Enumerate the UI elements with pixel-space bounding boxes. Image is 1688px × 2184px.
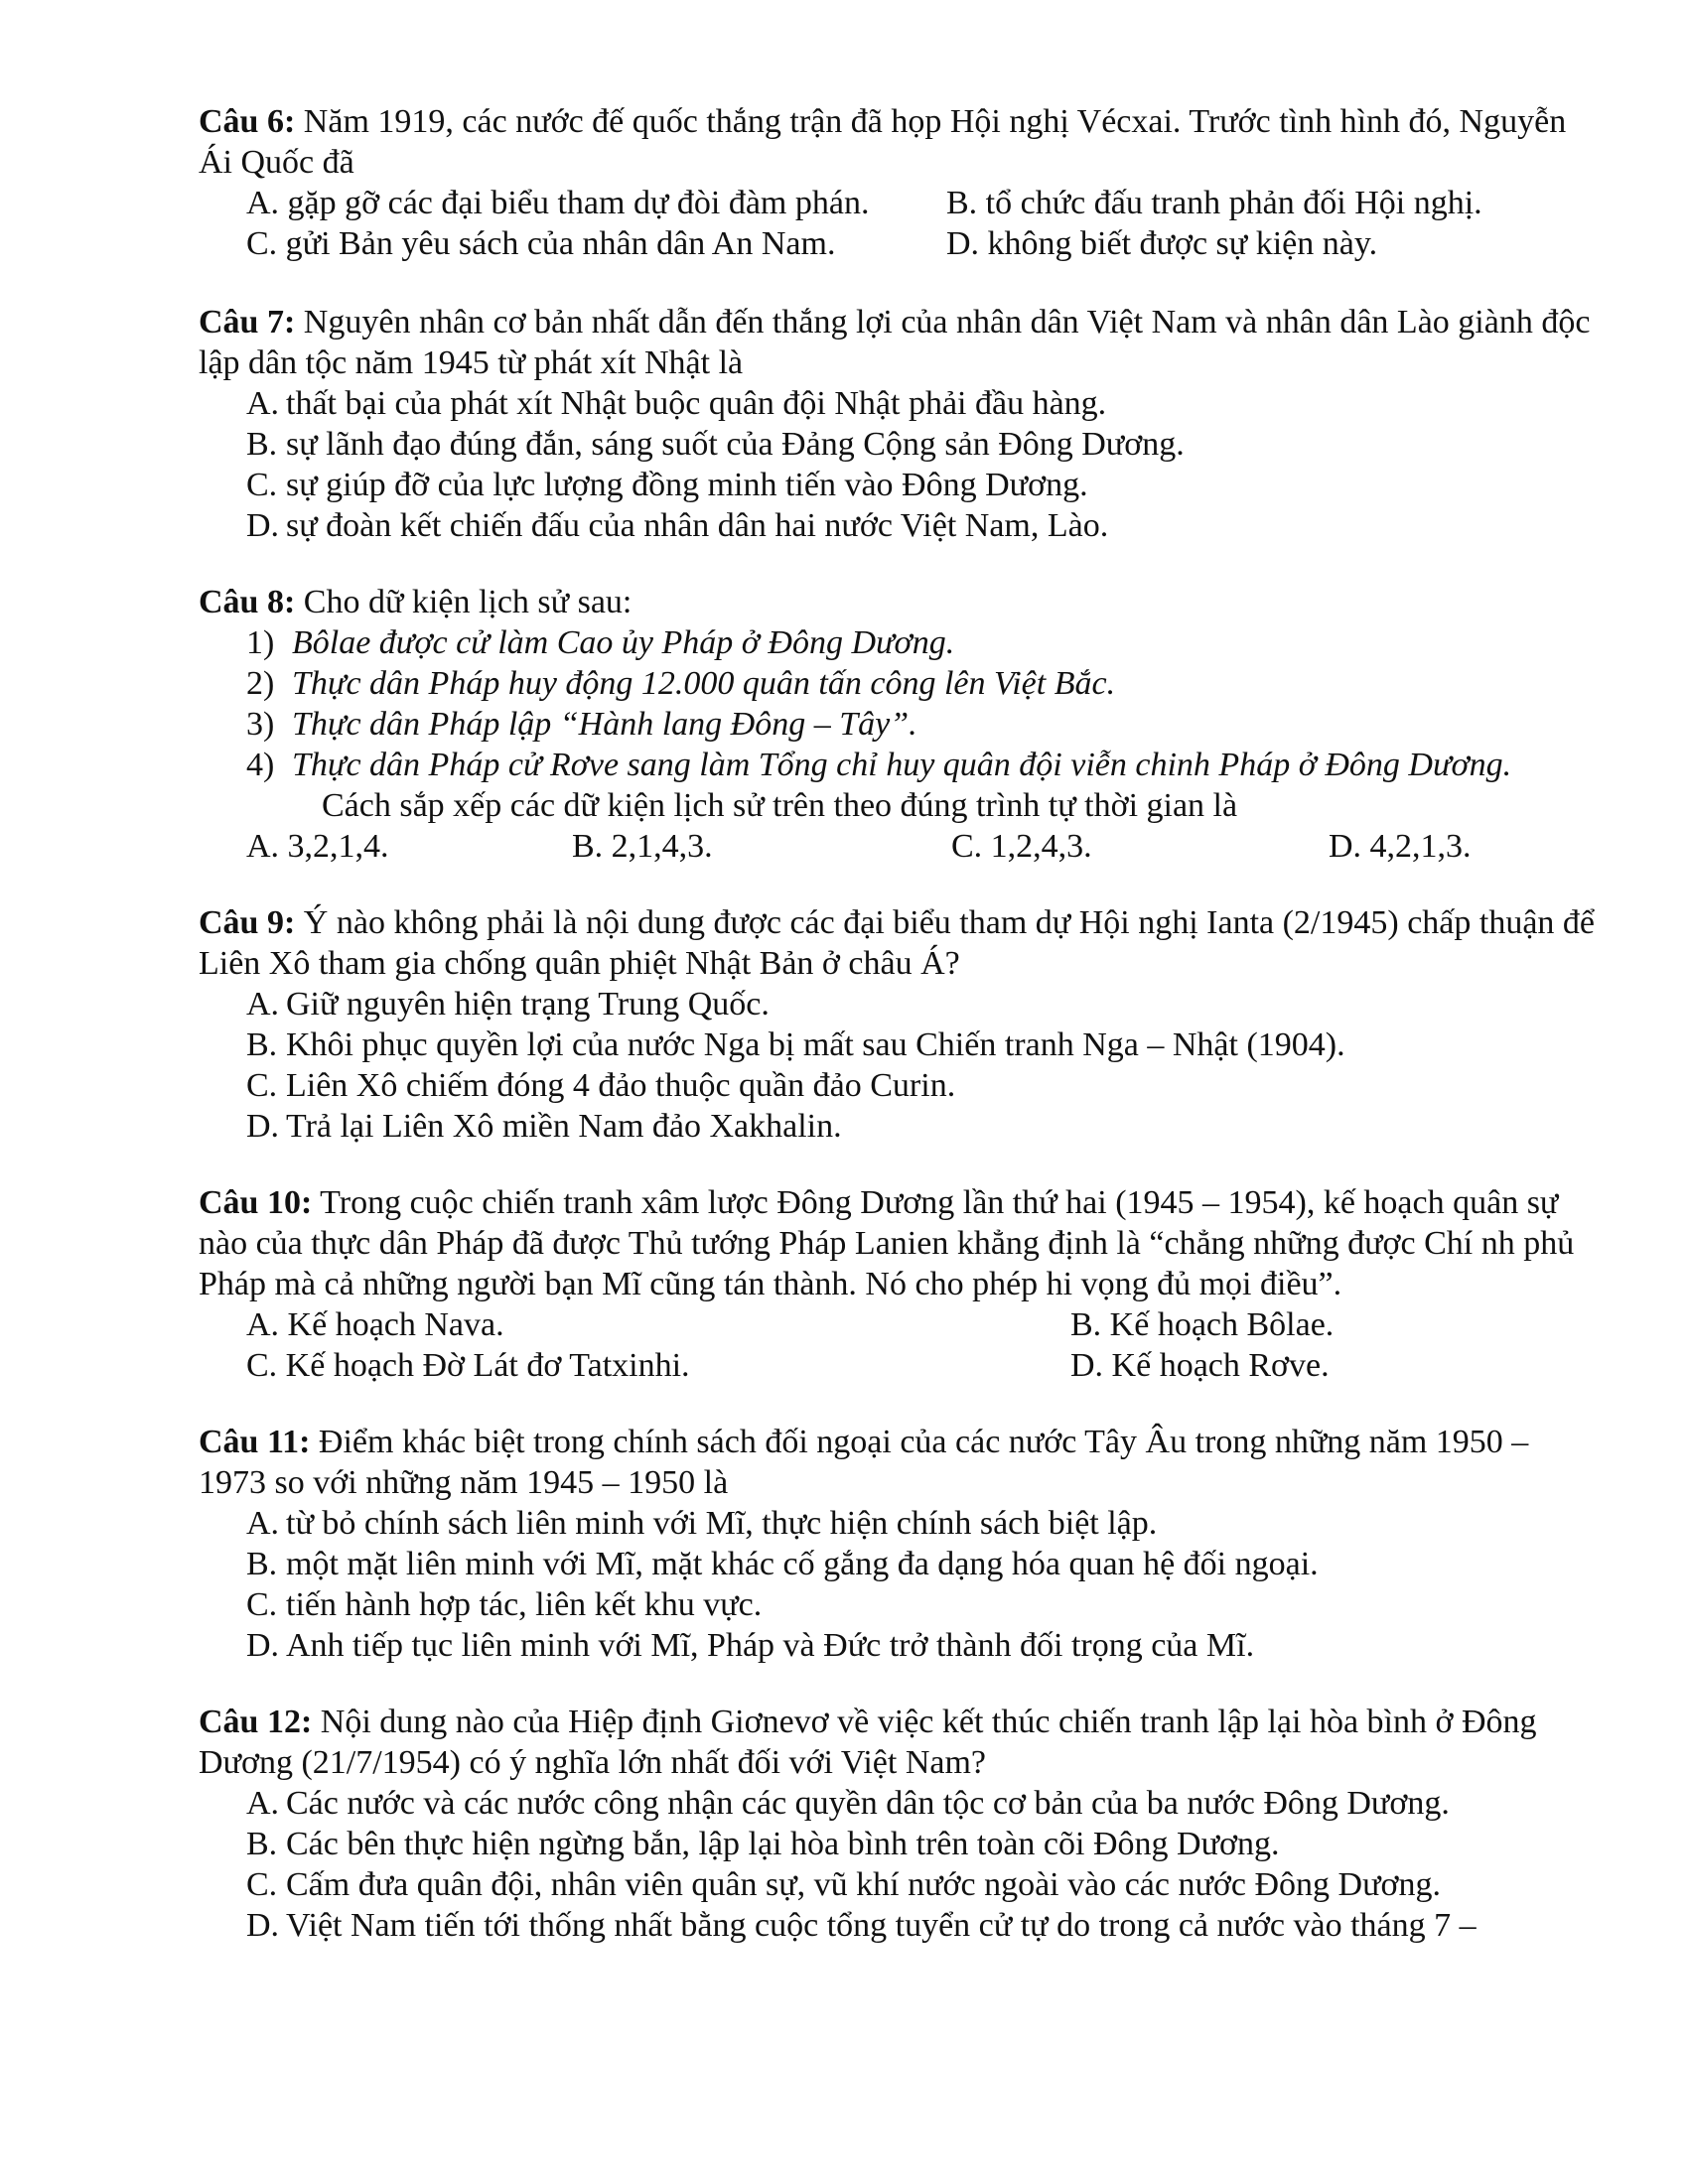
answer-text: sự đoàn kết chiến đấu của nhân dân hai nước Việt Nam, Lào. <box>286 507 1109 544</box>
answer-d: D. không biết được sự kiện này. <box>946 225 1378 262</box>
fact-item <box>246 745 1599 785</box>
answer-a <box>199 984 1599 1024</box>
answer-text: sự giúp đỡ của lực lượng đồng minh tiến vào Đông Dương. <box>286 467 1088 503</box>
answer-grid <box>199 1304 1599 1386</box>
question-9 <box>199 902 1599 1147</box>
exam-page <box>199 101 1599 1981</box>
question-stem: Cho dữ kiện lịch sử sau: <box>295 584 633 620</box>
answer-text: Các bên thực hiện ngừng bắn, lập lại hòa bình trên toàn cõi Đông Dương. <box>286 1826 1280 1862</box>
fact-text: Thực dân Pháp huy động 12.000 quân tấn công lên Việt Bắc. <box>292 665 1116 702</box>
answer-d: D. Kế hoạch Rơve. <box>1070 1347 1330 1384</box>
answer-grid <box>199 826 1599 867</box>
question-label: Câu 8: <box>199 584 296 620</box>
answer-letter: C. <box>246 1866 278 1903</box>
answer-a: A. gặp gỡ các đại biểu tham dự đòi đàm phán. <box>246 185 870 221</box>
answer-letter: B. <box>246 1826 278 1862</box>
question-11 <box>199 1422 1599 1666</box>
answer-a <box>199 383 1599 424</box>
answer-text: Giữ nguyên hiện trạng Trung Quốc. <box>286 986 770 1023</box>
answer-letter: B. <box>246 1546 278 1582</box>
answer-d <box>199 1106 1599 1147</box>
fact-item <box>246 663 1599 704</box>
question-12 <box>199 1702 1599 1946</box>
answer-letter: A. <box>246 1785 280 1822</box>
answer-c <box>199 1065 1599 1106</box>
answer-b <box>199 1024 1599 1065</box>
answer-b: B. Kế hoạch Bôlae. <box>1070 1306 1335 1343</box>
question-stem: Trong cuộc chiến tranh xâm lược Đông Dương lần thứ hai (1945 – 1954), kế hoạch quân sự nào của thực dân Pháp đã được Thủ tướng Pháp Lanien khẳng định là “chẳng những được Chí nh phủ Pháp mà cả những người bạn Mĩ cũng tán thành. Nó cho phép hi vọng đủ mọi điều”. <box>199 1184 1575 1302</box>
fact-item <box>246 622 1599 663</box>
answer-c: C. Kế hoạch Đờ Lát đơ Tatxinhi. <box>246 1347 690 1384</box>
fact-text: Thực dân Pháp cử Rơve sang làm Tổng chỉ huy quân đội viễn chinh Pháp ở Đông Dương. <box>292 747 1512 783</box>
answer-letter: B. <box>246 426 278 463</box>
answer-letter: A. <box>246 385 280 422</box>
answer-letter: A. <box>246 986 280 1023</box>
answer-letter: C. <box>246 1586 278 1623</box>
fact-number: 3) <box>246 706 275 743</box>
question-stem: Nguyên nhân cơ bản nhất dẫn đến thắng lợi của nhân dân Việt Nam và nhân dân Lào giành độc lập dân tộc năm 1945 từ phát xít Nhật là <box>199 304 1591 381</box>
question-label: Câu 6: <box>199 103 296 140</box>
answer-b <box>199 1544 1599 1584</box>
question-stem: Điểm khác biệt trong chính sách đối ngoại của các nước Tây Âu trong những năm 1950 – 1973 so với những năm 1945 – 1950 là <box>199 1424 1529 1501</box>
answer-a <box>199 1783 1599 1824</box>
question-label: Câu 7: <box>199 304 296 341</box>
order-prompt: Cách sắp xếp các dữ kiện lịch sử trên theo đúng trình tự thời gian là <box>322 787 1238 824</box>
answer-b: B. 2,1,4,3. <box>572 828 713 865</box>
answer-text: sự lãnh đạo đúng đắn, sáng suốt của Đảng Cộng sản Đông Dương. <box>286 426 1185 463</box>
answer-b: B. tổ chức đấu tranh phản đối Hội nghị. <box>946 185 1482 221</box>
fact-number: 2) <box>246 665 275 702</box>
answer-d <box>199 1905 1599 1946</box>
fact-number: 4) <box>246 747 275 783</box>
answer-c <box>199 1584 1599 1625</box>
question-label: Câu 12: <box>199 1704 313 1740</box>
answer-b <box>199 424 1599 465</box>
answer-text: Các nước và các nước công nhận các quyền dân tộc cơ bản của ba nước Đông Dương. <box>286 1785 1450 1822</box>
question-label: Câu 11: <box>199 1424 311 1460</box>
answer-letter: D. <box>246 507 280 544</box>
answer-text: tiến hành hợp tác, liên kết khu vực. <box>286 1586 763 1623</box>
answer-letter: D. <box>246 1907 280 1944</box>
answer-a: A. 3,2,1,4. <box>246 828 389 865</box>
question-label: Câu 9: <box>199 904 296 941</box>
fact-text: Thực dân Pháp lập “Hành lang Đông – Tây”. <box>292 706 917 743</box>
answer-a: A. Kế hoạch Nava. <box>246 1306 504 1343</box>
question-6 <box>199 101 1599 264</box>
answer-d <box>199 505 1599 546</box>
answer-d <box>199 1625 1599 1666</box>
answer-text: Anh tiếp tục liên minh với Mĩ, Pháp và Đức trở thành đối trọng của Mĩ. <box>286 1627 1255 1664</box>
question-7 <box>199 302 1599 546</box>
fact-list <box>199 622 1599 785</box>
answer-text: từ bỏ chính sách liên minh với Mĩ, thực hiện chính sách biệt lập. <box>286 1505 1158 1542</box>
question-label: Câu 10: <box>199 1184 313 1221</box>
answer-text: Trả lại Liên Xô miền Nam đảo Xakhalin. <box>286 1108 842 1145</box>
answer-letter: D. <box>246 1627 280 1664</box>
answer-letter: A. <box>246 1505 280 1542</box>
answer-c: C. 1,2,4,3. <box>951 828 1092 865</box>
answer-text: một mặt liên minh với Mĩ, mặt khác cố gắng đa dạng hóa quan hệ đối ngoại. <box>286 1546 1319 1582</box>
answer-d: D. 4,2,1,3. <box>1329 828 1472 865</box>
answer-text: Khôi phục quyền lợi của nước Nga bị mất sau Chiến tranh Nga – Nhật (1904). <box>286 1026 1345 1063</box>
answer-grid <box>199 183 1599 264</box>
answer-b <box>199 1824 1599 1864</box>
fact-text: Bôlae được cử làm Cao ủy Pháp ở Đông Dương. <box>292 624 955 661</box>
question-8 <box>199 582 1599 867</box>
fact-number: 1) <box>246 624 275 661</box>
answer-text: Liên Xô chiếm đóng 4 đảo thuộc quần đảo Curin. <box>286 1067 956 1104</box>
answer-a <box>199 1503 1599 1544</box>
answer-c <box>199 465 1599 505</box>
answer-letter: C. <box>246 467 278 503</box>
answer-letter: B. <box>246 1026 278 1063</box>
question-stem: Nội dung nào của Hiệp định Giơnevơ về việc kết thúc chiến tranh lập lại hòa bình ở Đông Dương (21/7/1954) có ý nghĩa lớn nhất đối với Việt Nam? <box>199 1704 1537 1781</box>
fact-item <box>246 704 1599 745</box>
answer-letter: C. <box>246 1067 278 1104</box>
answer-text: Việt Nam tiến tới thống nhất bằng cuộc tổng tuyển cử tự do trong cả nước vào tháng 7 – <box>286 1907 1477 1944</box>
answer-text: thất bại của phát xít Nhật buộc quân đội Nhật phải đầu hàng. <box>286 385 1107 422</box>
answer-c <box>199 1864 1599 1905</box>
answer-c: C. gửi Bản yêu sách của nhân dân An Nam. <box>246 225 836 262</box>
question-10 <box>199 1182 1599 1386</box>
answer-letter: D. <box>246 1108 280 1145</box>
answer-text: Cấm đưa quân đội, nhân viên quân sự, vũ khí nước ngoài vào các nước Đông Dương. <box>286 1866 1442 1903</box>
question-stem: Ý nào không phải là nội dung được các đại biểu tham dự Hội nghị Ianta (2/1945) chấp thuận để Liên Xô tham gia chống quân phiệt Nhật Bản ở châu Á? <box>199 904 1596 982</box>
question-stem: Năm 1919, các nước đế quốc thắng trận đã họp Hội nghị Vécxai. Trước tình hình đó, Nguyễn Ái Quốc đã <box>199 103 1567 181</box>
